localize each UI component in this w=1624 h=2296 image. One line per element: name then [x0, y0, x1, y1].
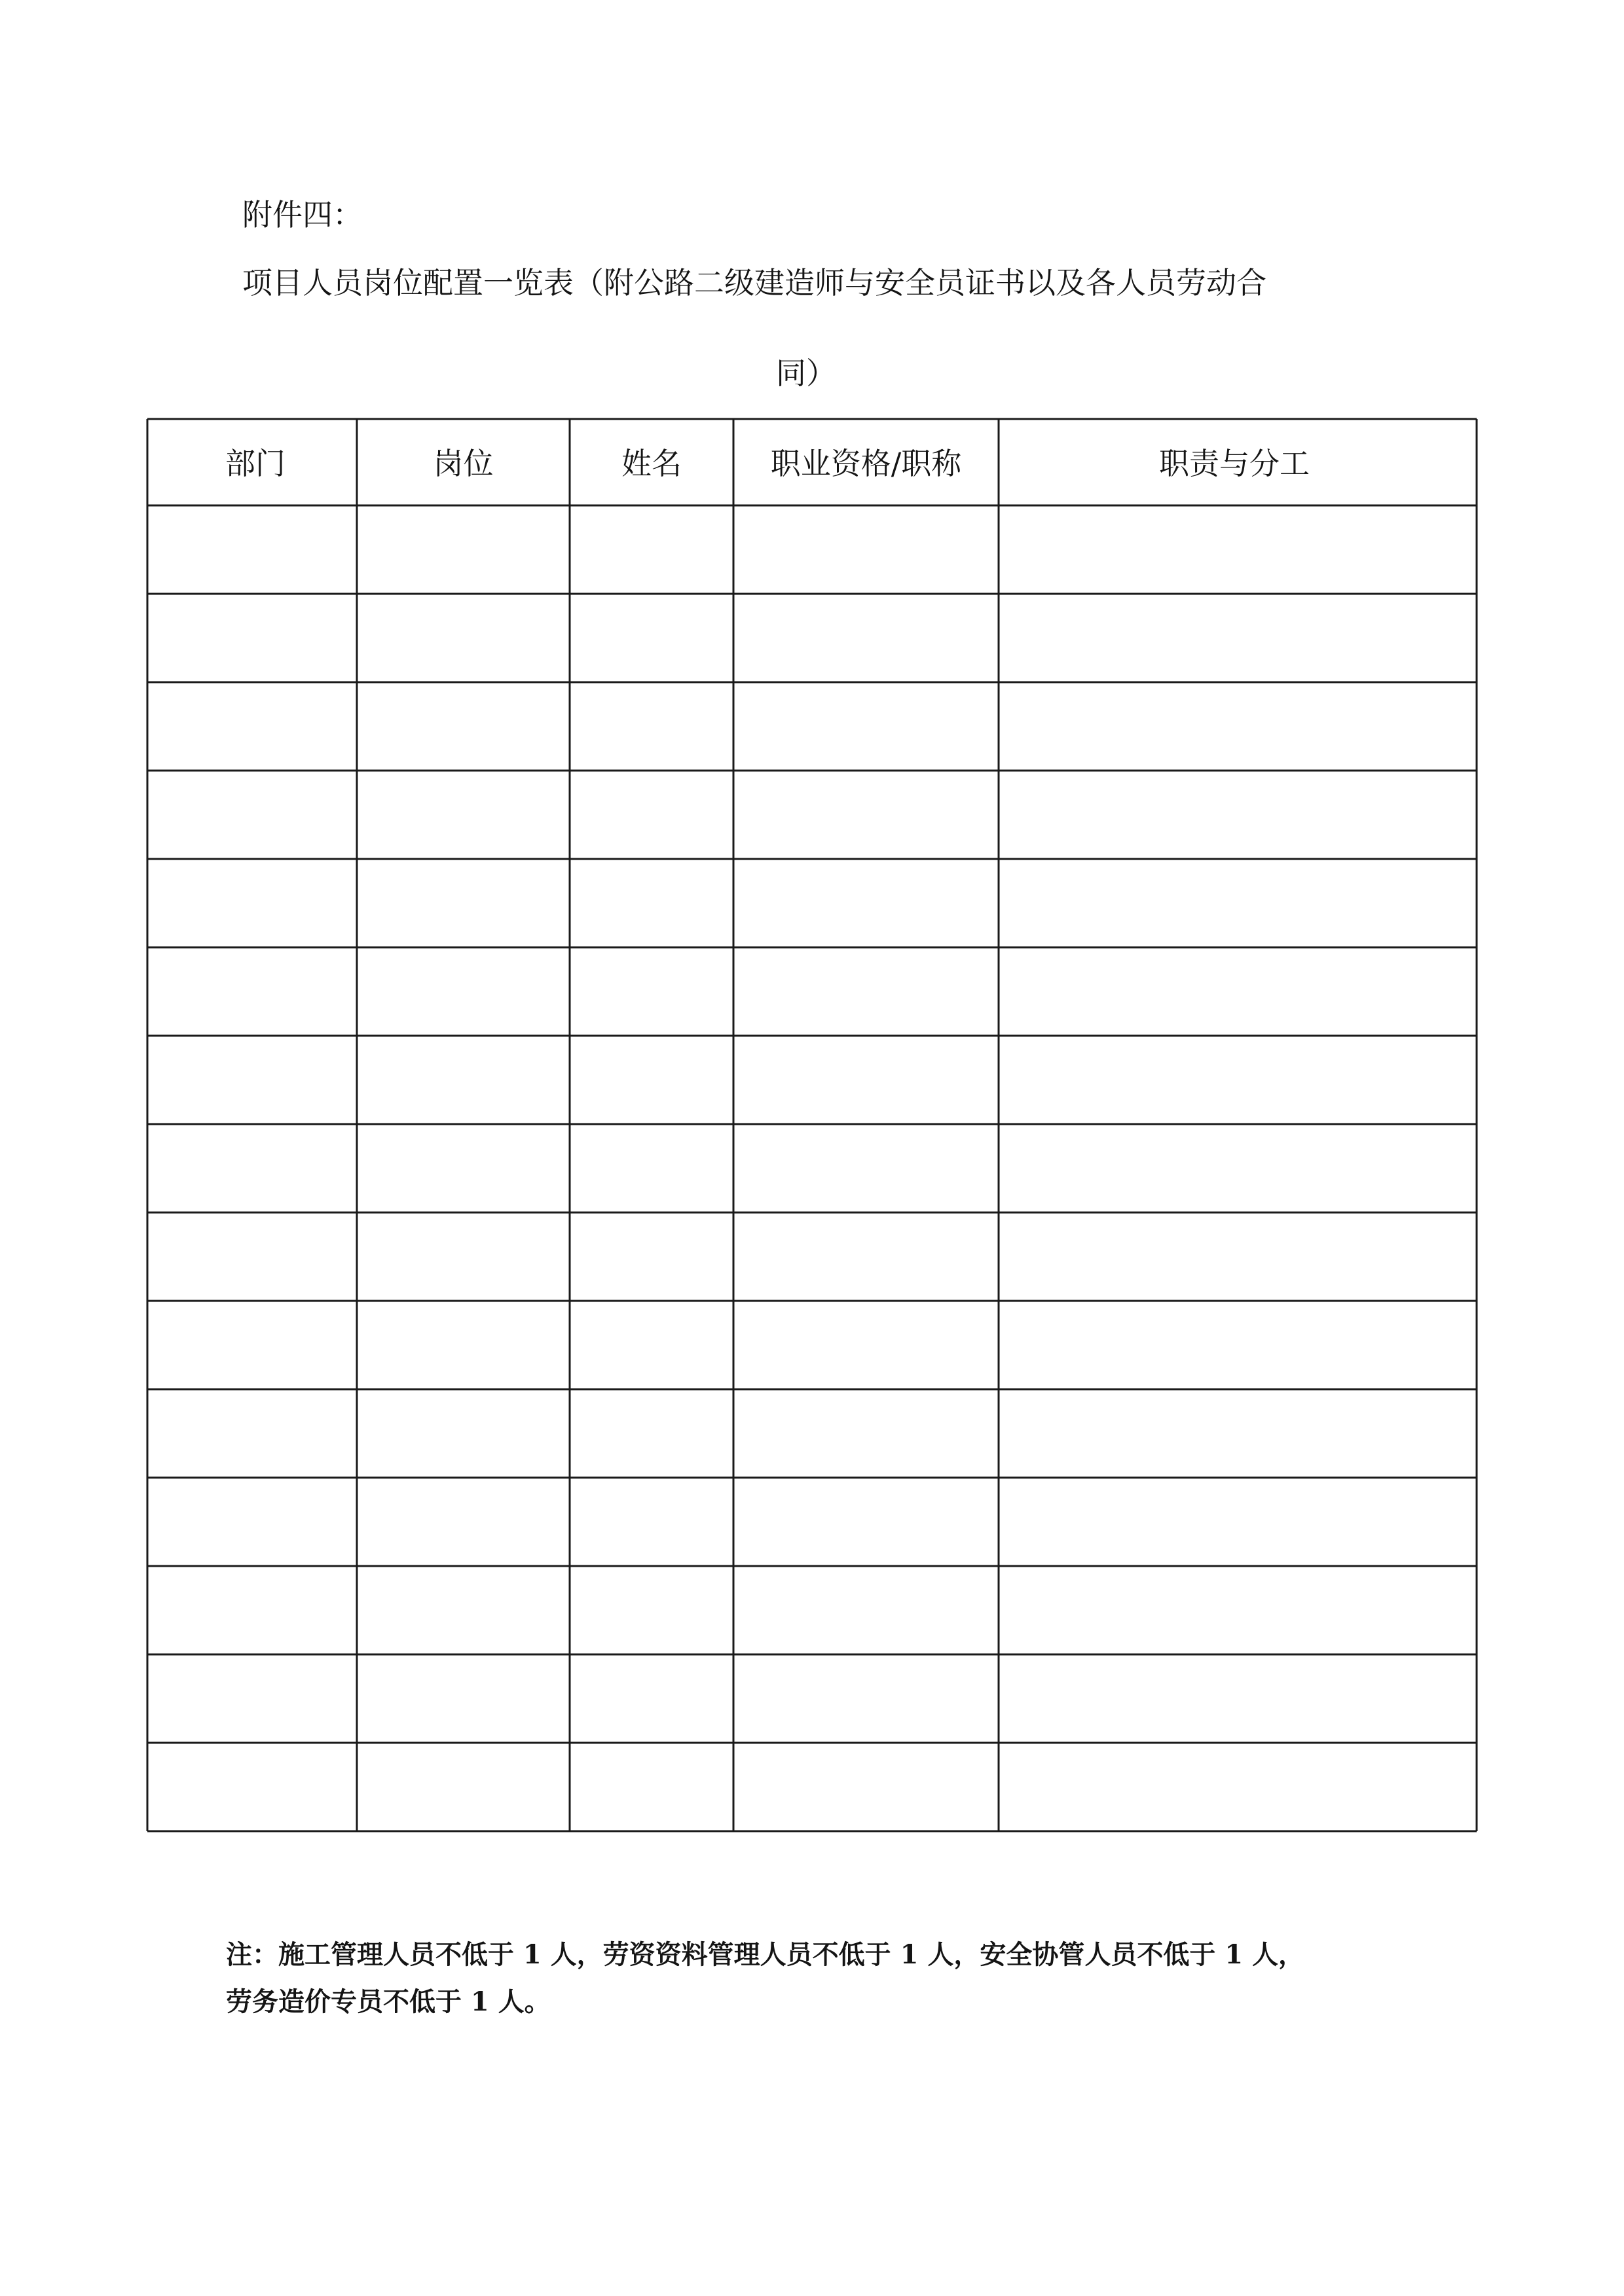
table-title: 项目人员岗位配置一览表（附公路二级建造师与安全员证书以及各人员劳动合: [242, 265, 1266, 301]
note-line-2: 劳务造价专员不低于 1 人。: [226, 1986, 551, 2017]
table-title-continuation: 同）: [776, 355, 836, 391]
header-department: 部门: [225, 446, 286, 481]
note: [226, 1931, 1405, 2026]
header-name: 姓名: [621, 446, 682, 481]
note-line-1: 注：施工管理人员不低于 1 人，劳资资料管理人员不低于 1 人，安全协管人员不低于 1 人，: [226, 1939, 1305, 1970]
header-duties: 职责与分工: [1159, 446, 1310, 481]
header-position: 岗位: [433, 446, 494, 481]
attachment-label: 附件四：: [242, 197, 363, 232]
header-qualification: 职业资格/职称: [770, 446, 962, 481]
